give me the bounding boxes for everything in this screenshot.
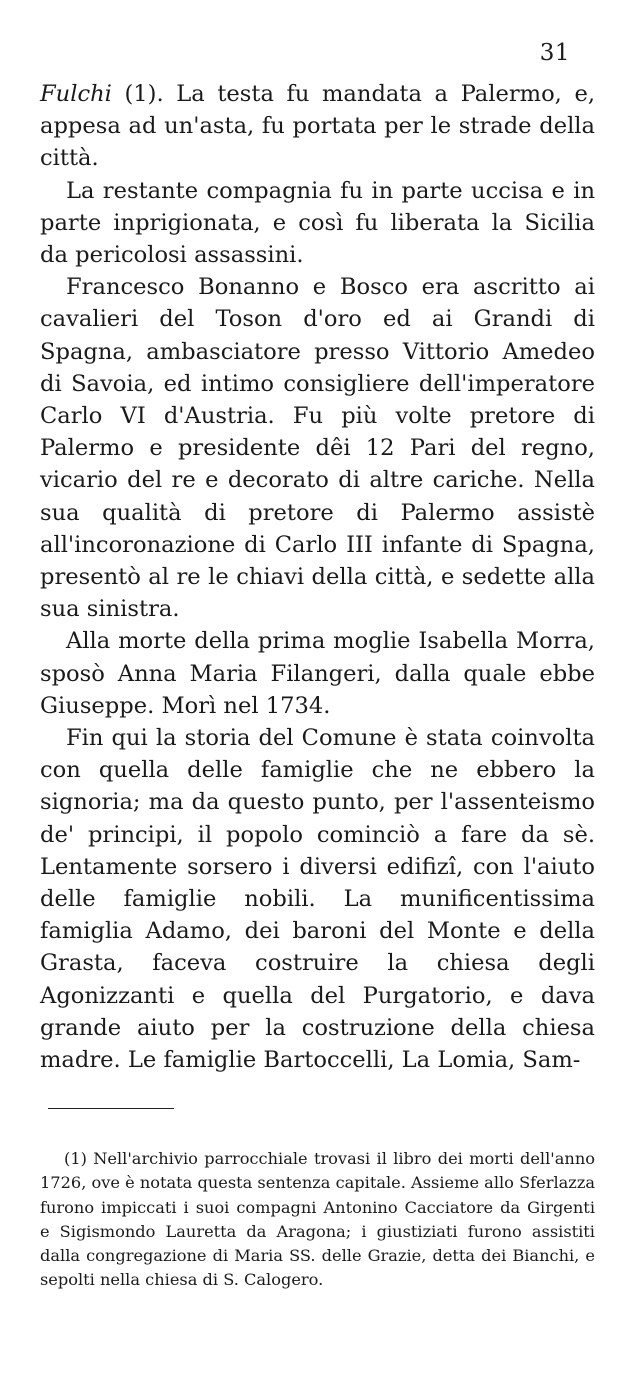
body-text	[40, 78, 595, 1076]
paragraph-1	[40, 78, 595, 175]
paragraph-3: Francesco Bonanno e Bosco era ascritto ai cavalieri del Toson d'oro ed ai Grandi di Spagna, ambasciatore presso Vittorio Amedeo di Savoia, ed intimo consigliere dell'imperatore Carlo VI d'Austria. Fu più volte pretore di Palermo e presidente dêi 12 Pari del regno, vicario del re e decorato di altre cariche. Nella sua qualità di pretore di Palermo assistè all'incoronazione di Carlo III infante di Spagna, presentò al re le chiavi della città, e sedette alla sua sinistra.	[40, 274, 595, 623]
paragraph-1-text: (1). La testa fu mandata a Palermo, e, appesa ad un'asta, fu portata per le strade della città.	[40, 81, 595, 172]
footnote: (1) Nell'archivio parrocchiale trovasi il libro dei morti dell'anno 1726, ove è notata questa sentenza capitale. Assieme allo Sferlazza furono impiccati i suoi compagni Antonino Cacciatore da Girgenti e Sigismondo Lauretta da Aragona; i giustiziati furono assistiti dalla congregazione di Maria SS. delle Grazie, detta dei Bianchi, e sepolti nella chiesa di S. Calogero.	[40, 1149, 596, 1290]
paragraph-5: Fin qui la storia del Comune è stata coinvolta con quella delle famiglie che ne ebbero la signoria; ma da questo punto, per l'assenteismo de' principi, il popolo cominciò a fare da sè. Lentamente sorsero i diversi edifizî, con l'aiuto delle famiglie nobili. La munificentissima famiglia Adamo, dei baroni del Monte e della Grasta, faceva costruire la chiesa degli Agonizzanti e quella del Purgatorio, e dava grande aiuto per la costruzione della chiesa madre. Le famiglie Bartoccelli, La Lomia, Sam-	[40, 725, 595, 1074]
page-number: 31	[539, 40, 570, 66]
italic-surname: Fulchi	[40, 81, 112, 107]
paragraph-4: Alla morte della prima moglie Isabella Morra, sposò Anna Maria Filangeri, dalla quale ebbe Giuseppe. Morì nel 1734.	[40, 628, 595, 719]
footnote-divider	[48, 1108, 174, 1109]
paragraph-2: La restante compagnia fu in parte uccisa e in parte inprigionata, e così fu liberata la Sicilia da pericolosi assassini.	[40, 177, 595, 269]
